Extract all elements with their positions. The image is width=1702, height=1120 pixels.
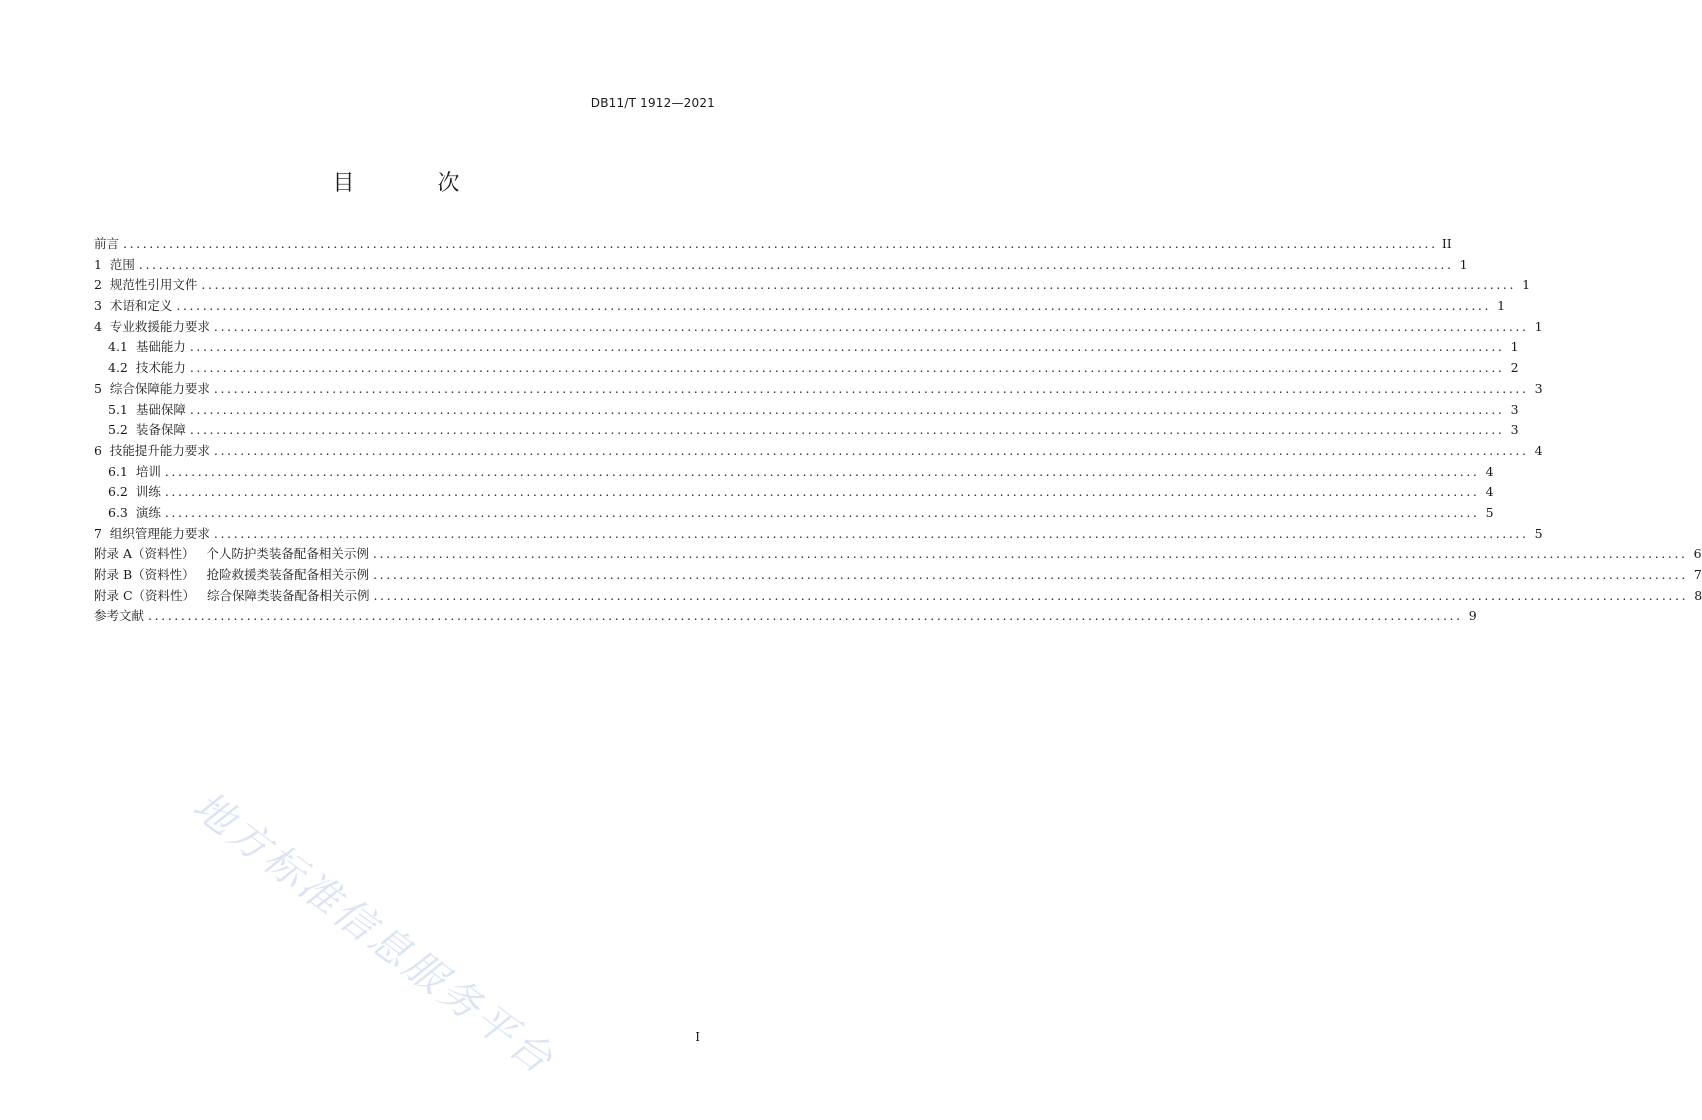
toc-title: 目 次 — [332, 171, 498, 196]
toc-entry-page: 1 — [1522, 277, 1531, 293]
toc-dot-leader: ........................................................................................................................................................................................................ — [123, 236, 1438, 251]
toc-entry[interactable] — [94, 482, 1494, 503]
toc-entry[interactable] — [94, 296, 1506, 317]
toc-entry-label: 6.3 演练 — [108, 504, 161, 520]
toc-dot-leader: ........................................................................................................................................................................................................ — [189, 422, 1505, 438]
toc-entry[interactable] — [94, 462, 1494, 483]
toc-entry-label: 参考文献 — [94, 608, 145, 624]
table-of-contents — [94, 234, 1702, 627]
toc-entry-label: 2 规范性引用文件 — [94, 277, 198, 293]
toc-dot-leader: ........................................................................................................................................................................................................ — [138, 256, 1454, 272]
toc-entry-page: 8 — [1694, 587, 1702, 603]
toc-entry-label: 7 组织管理能力要求 — [94, 525, 210, 541]
toc-entry[interactable] — [94, 544, 1702, 565]
toc-dot-leader: ........................................................................................................................................................................................................ — [164, 504, 1480, 520]
toc-dot-leader: ........................................................................................................................................................................................................ — [189, 360, 1505, 376]
toc-entry-label: 前言 — [94, 236, 120, 251]
toc-entry-page: 1 — [1510, 339, 1519, 355]
toc-entry-label: 6.1 培训 — [108, 463, 161, 479]
toc-entry-label: 1 范围 — [94, 256, 135, 272]
toc-entry[interactable] — [94, 441, 1543, 462]
toc-entry-label: 5.1 基础保障 — [108, 401, 186, 417]
toc-entry-page: 3 — [1510, 401, 1519, 417]
toc-entry[interactable] — [94, 337, 1519, 358]
toc-entry-label: 6 技能提升能力要求 — [94, 442, 210, 458]
document-code: DB11/T 1912—2021 — [590, 96, 715, 110]
toc-entry[interactable] — [94, 255, 1468, 276]
toc-dot-leader: ........................................................................................................................................................................................................ — [189, 401, 1505, 417]
toc-entry-page: 5 — [1485, 504, 1494, 520]
toc-entry-label: 附录 A（资料性） 个人防护类装备配备相关示例 — [94, 546, 369, 562]
toc-entry-page: 3 — [1534, 380, 1543, 396]
toc-dot-leader: ........................................................................................................................................................................................................ — [373, 567, 1688, 582]
toc-entry[interactable] — [94, 606, 1477, 627]
toc-dot-leader: ........................................................................................................................................................................................................ — [213, 318, 1529, 334]
toc-dot-leader: ........................................................................................................................................................................................................ — [164, 484, 1480, 500]
toc-entry-page: 4 — [1534, 442, 1543, 458]
toc-entry-label: 6.2 训练 — [108, 484, 161, 500]
toc-entry-label: 5 综合保障能力要求 — [94, 380, 210, 396]
toc-entry-label: 4.1 基础能力 — [108, 339, 186, 355]
toc-entry-label: 4.2 技术能力 — [108, 360, 186, 376]
toc-entry[interactable] — [94, 317, 1543, 338]
toc-entry[interactable] — [94, 503, 1494, 524]
toc-entry-label: 5.2 装备保障 — [108, 422, 186, 438]
toc-entry-page: 4 — [1485, 463, 1494, 479]
toc-dot-leader: ........................................................................................................................................................................................................ — [164, 463, 1480, 479]
toc-dot-leader: ........................................................................................................................................................................................................ — [201, 277, 1517, 293]
toc-entry-page: 9 — [1468, 608, 1477, 624]
toc-entry-page: 1 — [1459, 256, 1468, 272]
watermark: 地方标准信息服务平台 — [184, 782, 564, 1085]
toc-dot-leader: ........................................................................................................................................................................................................ — [148, 608, 1463, 624]
toc-entry[interactable] — [94, 524, 1543, 545]
toc-entry[interactable] — [94, 379, 1543, 400]
toc-entry-label: 附录 C（资料性） 综合保障类装备配备相关示例 — [94, 587, 370, 603]
toc-entry-page: 6 — [1693, 546, 1702, 562]
toc-entry[interactable] — [94, 358, 1519, 379]
toc-dot-leader: ........................................................................................................................................................................................................ — [213, 380, 1529, 396]
toc-entry-page: 7 — [1693, 567, 1702, 582]
toc-dot-leader: ........................................................................................................................................................................................................ — [373, 587, 1689, 603]
page-number: I — [695, 1030, 700, 1044]
toc-entry-page: 3 — [1510, 422, 1519, 438]
toc-entry[interactable] — [94, 420, 1519, 441]
toc-dot-leader: ........................................................................................................................................................................................................ — [213, 442, 1529, 458]
toc-entry[interactable] — [94, 586, 1702, 607]
toc-dot-leader: ........................................................................................................................................................................................................ — [189, 339, 1505, 355]
toc-entry-page: II — [1441, 236, 1452, 251]
toc-entry-page: 1 — [1497, 298, 1506, 314]
toc-entry-page: 5 — [1534, 525, 1543, 541]
toc-entry[interactable] — [94, 275, 1531, 296]
toc-entry-page: 2 — [1510, 360, 1519, 376]
toc-entry-label: 附录 B（资料性） 抢险救援类装备配备相关示例 — [94, 567, 370, 582]
toc-dot-leader: ........................................................................................................................................................................................................ — [372, 546, 1688, 562]
toc-entry-label: 3 术语和定义 — [94, 298, 173, 314]
toc-entry-page: 1 — [1534, 318, 1543, 334]
toc-dot-leader: ........................................................................................................................................................................................................ — [213, 525, 1529, 541]
toc-entry[interactable] — [94, 400, 1519, 421]
toc-entry-page: 4 — [1485, 484, 1494, 500]
toc-entry-label: 4 专业救援能力要求 — [94, 318, 210, 334]
toc-entry[interactable] — [94, 234, 1452, 255]
toc-dot-leader: ........................................................................................................................................................................................................ — [176, 298, 1492, 314]
toc-entry[interactable] — [94, 565, 1702, 586]
